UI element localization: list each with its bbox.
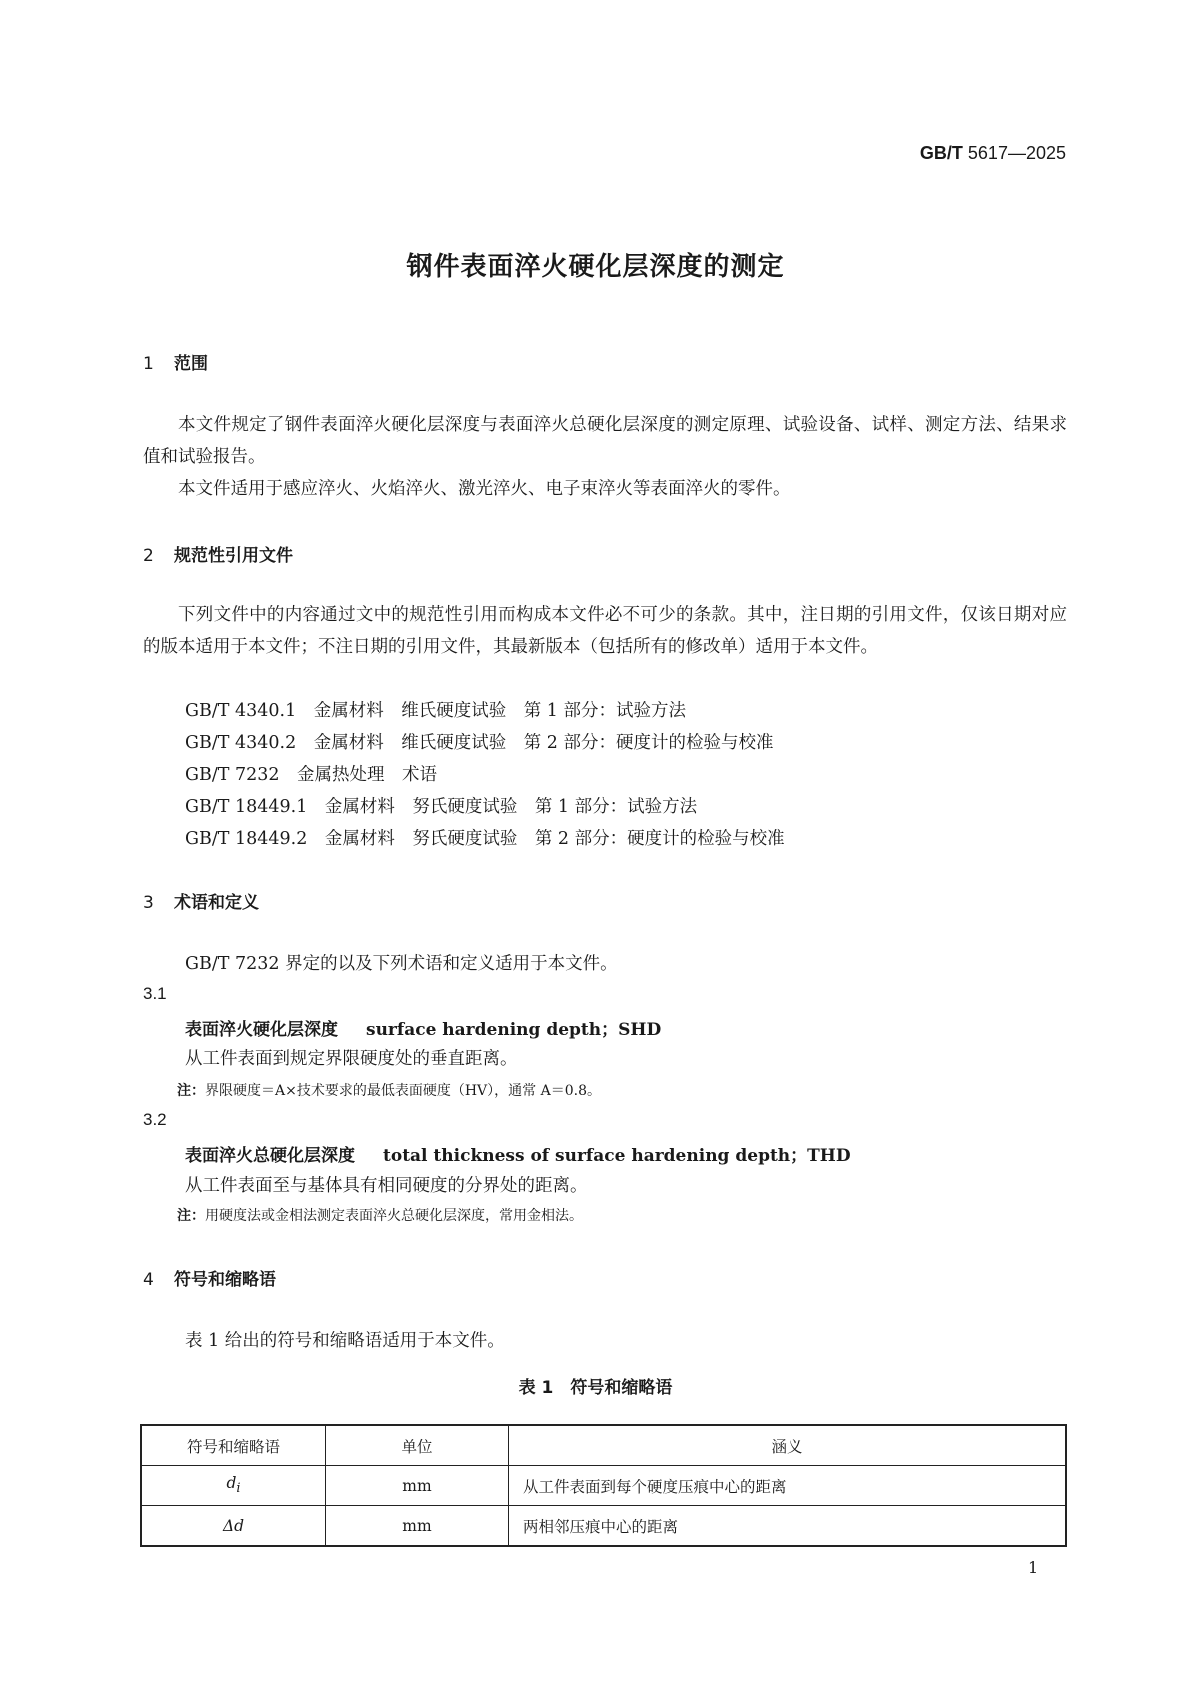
unit-cell: mm xyxy=(326,1506,509,1547)
header-cell: 符号和缩略语 xyxy=(141,1425,326,1466)
section-title: 范围 xyxy=(174,354,208,374)
section-title: 规范性引用文件 xyxy=(174,546,293,566)
term-english: total thickness of surface hardening depth；THD xyxy=(383,1146,851,1166)
reference-item: GB/T 4340.1 金属材料 维氏硬度试验 第 1 部分：试验方法 xyxy=(185,701,686,721)
section-number: 4 xyxy=(143,1270,154,1290)
section-4-paragraph-1: 表 1 给出的符号和缩略语适用于本文件。 xyxy=(185,1331,505,1351)
term-heading xyxy=(185,1141,851,1166)
meaning-cell: 两相邻压痕中心的距离 xyxy=(509,1506,1067,1547)
reference-item: GB/T 7232 金属热处理 术语 xyxy=(185,765,438,785)
header-cell: 单位 xyxy=(326,1425,509,1466)
note-label: 注： xyxy=(177,1083,205,1099)
term-number: 3.1 xyxy=(143,984,167,1003)
symbol: Δd xyxy=(222,1516,245,1535)
reference-item: GB/T 4340.2 金属材料 维氏硬度试验 第 2 部分：硬度计的检验与校准 xyxy=(185,733,774,753)
section-number: 3 xyxy=(143,893,154,913)
term-chinese: 表面淬火总硬化层深度 xyxy=(185,1146,355,1166)
section-1-paragraph-1: 本文件规定了钢件表面淬火硬化层深度与表面淬火总硬化层深度的测定原理、试验设备、试样、测定方法、结果求值和试验报告。 xyxy=(143,415,1067,467)
section-1-heading xyxy=(143,349,208,374)
symbol-subscript: i xyxy=(236,1481,241,1497)
unit-cell: mm xyxy=(326,1466,509,1506)
term-definition: 从工件表面至与基体具有相同硬度的分界处的距离。 xyxy=(185,1176,588,1196)
page-number: 1 xyxy=(1028,1558,1039,1577)
reference-item: GB/T 18449.1 金属材料 努氏硬度试验 第 1 部分：试验方法 xyxy=(185,797,698,817)
section-2-paragraph-1: 下列文件中的内容通过文中的规范性引用而构成本文件必不可少的条款。其中，注日期的引用文件，仅该日期对应的版本适用于本文件；不注日期的引用文件，其最新版本（包括所有的修改单）适用于本文件。 xyxy=(143,605,1067,657)
section-1-paragraph-2: 本文件适用于感应淬火、火焰淬火、激光淬火、电子束淬火等表面淬火的零件。 xyxy=(178,479,791,499)
note-label: 注： xyxy=(177,1208,205,1224)
note-text: 界限硬度＝A×技术要求的最低表面硬度（HV），通常 A＝0.8。 xyxy=(205,1083,601,1099)
standard-number xyxy=(920,143,1066,164)
table-row xyxy=(141,1466,1066,1506)
section-title: 符号和缩略语 xyxy=(174,1270,276,1290)
table-row xyxy=(141,1506,1066,1547)
term-number: 3.2 xyxy=(143,1110,167,1129)
term-chinese: 表面淬火硬化层深度 xyxy=(185,1020,338,1040)
table-header-row xyxy=(141,1425,1066,1466)
symbol: d xyxy=(226,1474,237,1493)
standard-prefix: GB/T xyxy=(919,143,963,163)
document-title: 钢件表面淬火硬化层深度的测定 xyxy=(406,252,785,282)
symbols-table xyxy=(140,1424,1067,1547)
meaning-cell: 从工件表面到每个硬度压痕中心的距离 xyxy=(509,1466,1067,1506)
header-cell: 涵义 xyxy=(509,1425,1067,1466)
note-text: 用硬度法或金相法测定表面淬火总硬化层深度，常用金相法。 xyxy=(205,1208,583,1224)
section-3-paragraph-1: GB/T 7232 界定的以及下列术语和定义适用于本文件。 xyxy=(185,954,618,974)
term-english: surface hardening depth；SHD xyxy=(366,1020,662,1040)
term-note xyxy=(177,1205,583,1225)
symbol-cell xyxy=(141,1506,326,1547)
symbol-cell xyxy=(141,1466,326,1506)
section-number: 2 xyxy=(143,546,154,566)
reference-item: GB/T 18449.2 金属材料 努氏硬度试验 第 2 部分：硬度计的检验与校准 xyxy=(185,829,785,849)
section-number: 1 xyxy=(143,354,154,374)
section-title: 术语和定义 xyxy=(174,893,259,913)
term-note xyxy=(177,1080,601,1100)
term-definition: 从工件表面到规定界限硬度处的垂直距离。 xyxy=(185,1049,518,1069)
section-2-heading xyxy=(143,541,293,566)
term-heading xyxy=(185,1015,661,1040)
table-caption: 表 1 符号和缩略语 xyxy=(518,1378,673,1398)
section-4-heading xyxy=(143,1265,276,1290)
section-3-heading xyxy=(143,888,259,913)
standard-code: 5617—2025 xyxy=(967,143,1066,163)
